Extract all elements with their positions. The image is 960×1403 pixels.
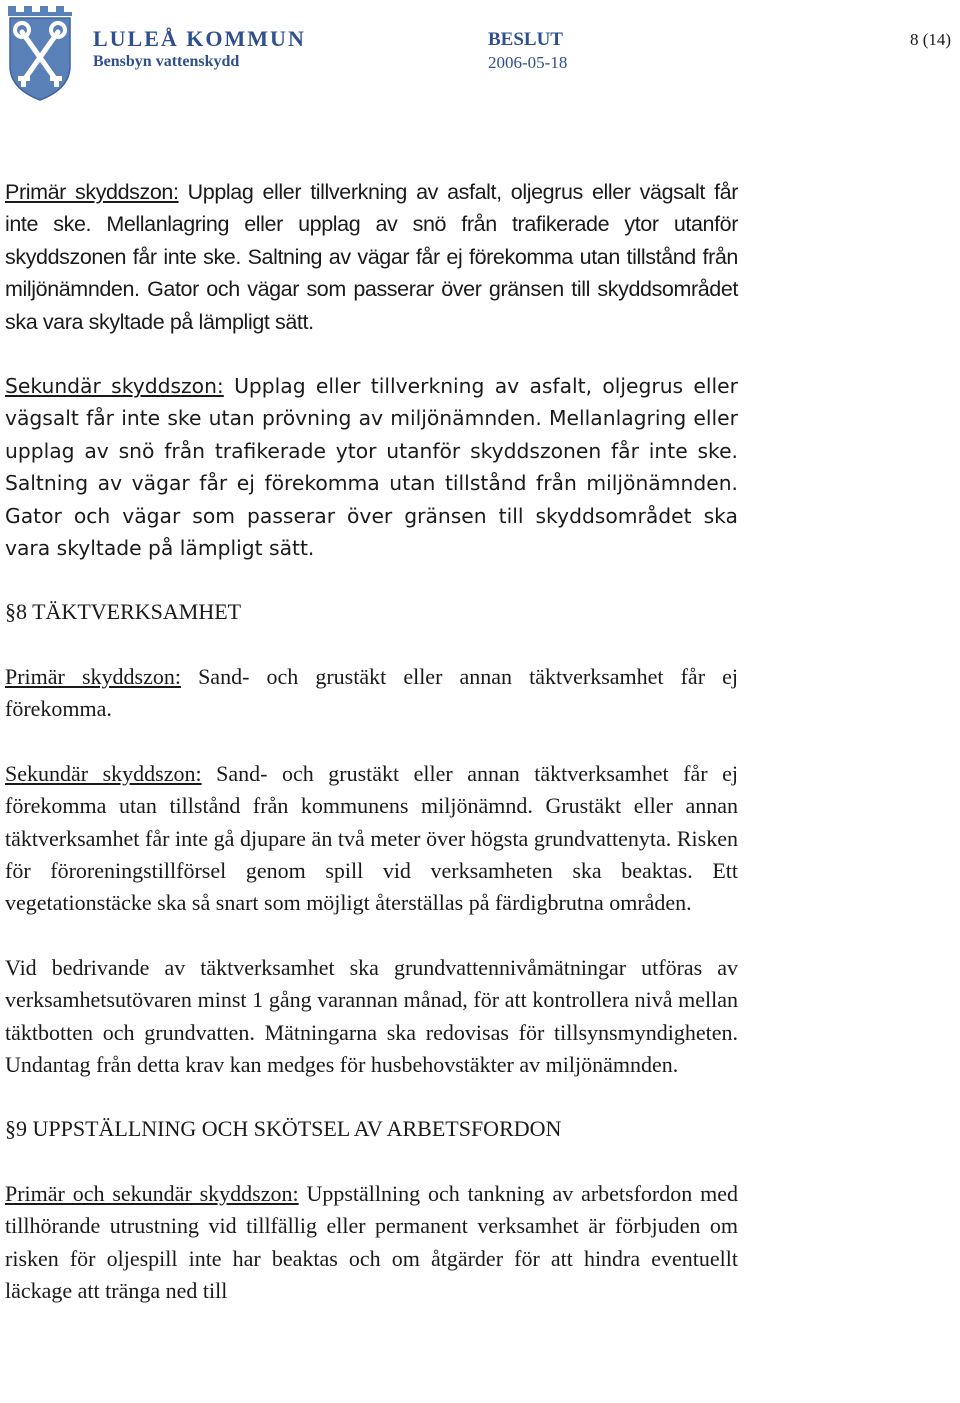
paragraph-text: Upplag eller tillverkning av asfalt, oljegrus eller vägsalt får inte ske utan prövning av miljönämnden. Mellanlagring eller upplag av snö från trafikerade ytor utanför skyddszonen får inte ske. Saltning av vägar får ej förekomma utan tillstånd från miljönämnden. Gator och vägar som passerar över gränsen till skyddsområdet ska vara skyltade på lämpligt sätt.	[5, 374, 738, 561]
document-date: 2006-05-18	[488, 53, 568, 72]
document-type: BESLUT	[488, 29, 563, 50]
zone-label: Sekundär skyddszon:	[5, 760, 202, 786]
document-subject: Bensbyn vattenskydd	[93, 53, 240, 70]
paragraph-text: Uppställning och tankning av arbetsfordon med tillhörande utrustning vid tillfällig eller permanent verksamhet är förbjuden om risken för oljespill inte har beaktas och om åtgärder för att hindra eventuellt läckage att tränga ned till	[5, 1180, 738, 1303]
document-body	[5, 176, 738, 1307]
crossed-keys-coat-of-arms-icon	[6, 2, 74, 102]
paragraph-primary-zone-quarry	[5, 661, 738, 726]
paragraph-primary-zone-asphalt	[5, 176, 738, 338]
paragraph-text: Upplag eller tillverkning av asfalt, oljegrus eller vägsalt får inte ske. Mellanlagring eller upplag av snö från trafikerade ytor utanför skyddszonen får inte ske. Saltning av vägar får ej förekomma utan tillstånd från miljönämnden. Gator och vägar som passerar över gränsen till skyddsområdet ska vara skyltade på lämpligt sätt.	[5, 180, 738, 334]
paragraph-secondary-zone-asphalt	[5, 370, 738, 564]
organization-name: LULEÅ KOMMUN	[93, 26, 306, 51]
zone-label: Primär och sekundär skyddszon:	[5, 1180, 299, 1206]
paragraph-text: Sand- och grustäkt eller annan täktverksamhet får ej förekomma.	[5, 663, 738, 722]
paragraph-secondary-zone-quarry	[5, 758, 738, 920]
zone-label: Primär skyddszon:	[5, 180, 179, 204]
paragraph-groundwater-measurements: Vid bedrivande av täktverksamhet ska grundvattennivåmätningar utföras av verksamhetsutövaren minst 1 gång varannan månad, för att kontrollera nivå mellan täktbotten och grundvatten. Mätningarna ska redovisas för tillsynsmyndigheten. Undantag från detta krav kan medges för husbehovstäkter av miljönämnden.	[5, 954, 738, 1077]
section-heading-9: §9 UPPSTÄLLNING OCH SKÖTSEL AV ARBETSFORDON	[5, 1116, 562, 1142]
document-header	[0, 0, 960, 110]
zone-label: Primär skyddszon:	[5, 663, 181, 689]
paragraph-work-vehicles	[5, 1178, 738, 1308]
section-heading-8: §8 TÄKTVERKSAMHET	[5, 599, 242, 625]
page-number: 8 (14)	[910, 30, 952, 49]
zone-label: Sekundär skyddszon:	[5, 374, 224, 399]
paragraph-text: Sand- och grustäkt eller annan täktverksamhet får ej förekomma utan tillstånd från kommunens miljönämnd. Grustäkt eller annan täktverksamhet får inte gå djupare än två meter över högsta grundvattenyta. Risken för föroreningstillförsel genom spill vid verksamheten ska beaktas. Ett vegetationstäcke ska så snart som möjligt återställas på färdigbrutna områden.	[5, 760, 738, 916]
